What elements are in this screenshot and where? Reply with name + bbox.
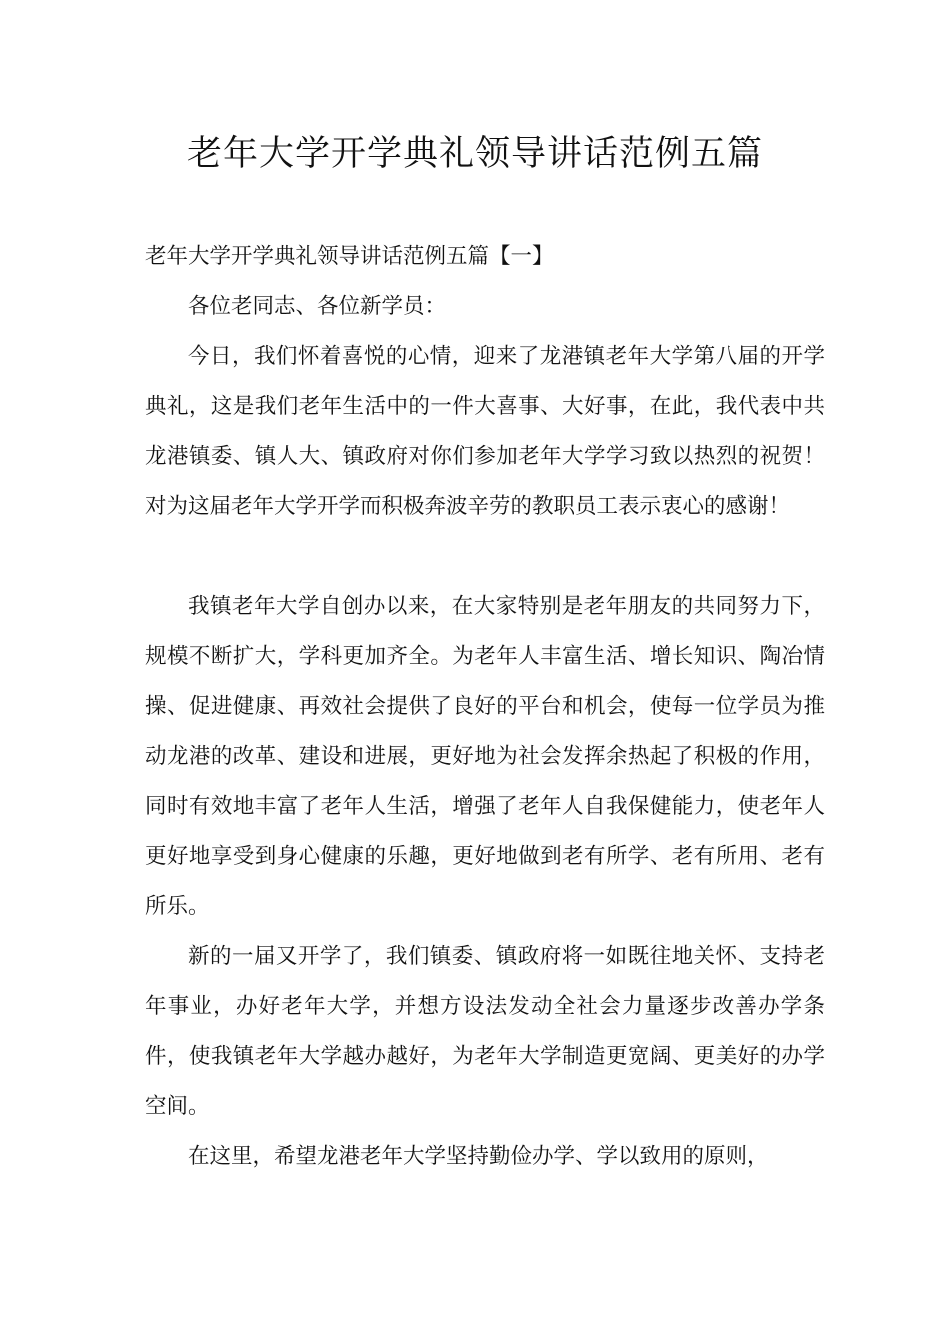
history-paragraph: 我镇老年大学自创办以来，在大家特别是老年朋友的共同努力下，规模不断扩大，学科更加齐全。为老年人丰富生活、增长知识、陶冶情操、促进健康、再效社会提供了良好的平台和机会，使每一位学员为推动龙港的改革、建设和进展，更好地为社会发挥余热起了积极的作用，同时有效地丰富了老年人生活，增强了老年人自我保健能力，使老年人更好地享受到身心健康的乐趣，更好地做到老有所学、老有所用、老有所乐。 (145, 594, 825, 919)
opening-paragraph: 今日，我们怀着喜悦的心情，迎来了龙港镇老年大学第八届的开学典礼，这是我们老年生活中的一件大喜事、大好事，在此，我代表中共龙港镇委、镇人大、镇政府对你们参加老年大学学习致以热烈的祝贺！对为这届老年大学开学而积极奔波辛劳的教职员工表示衷心的感谢！ (145, 344, 825, 519)
document-title: 老年大学开学典礼领导讲话范例五篇 (186, 134, 763, 174)
document-body (145, 232, 825, 1182)
paragraph-spacer (145, 532, 825, 582)
section-heading: 老年大学开学典礼领导讲话范例五篇【一】 (145, 244, 554, 269)
support-paragraph: 新的一届又开学了，我们镇委、镇政府将一如既往地关怀、支持老年事业，办好老年大学，并想方设法发动全社会力量逐步改善办学条件，使我镇老年大学越办越好，为老年大学制造更宽阔、更美好的办学空间。 (145, 944, 825, 1119)
hope-paragraph: 在这里，希望龙港老年大学坚持勤俭办学、学以致用的原则， (188, 1144, 769, 1169)
salutation-paragraph: 各位老同志、各位新学员： (188, 294, 447, 319)
